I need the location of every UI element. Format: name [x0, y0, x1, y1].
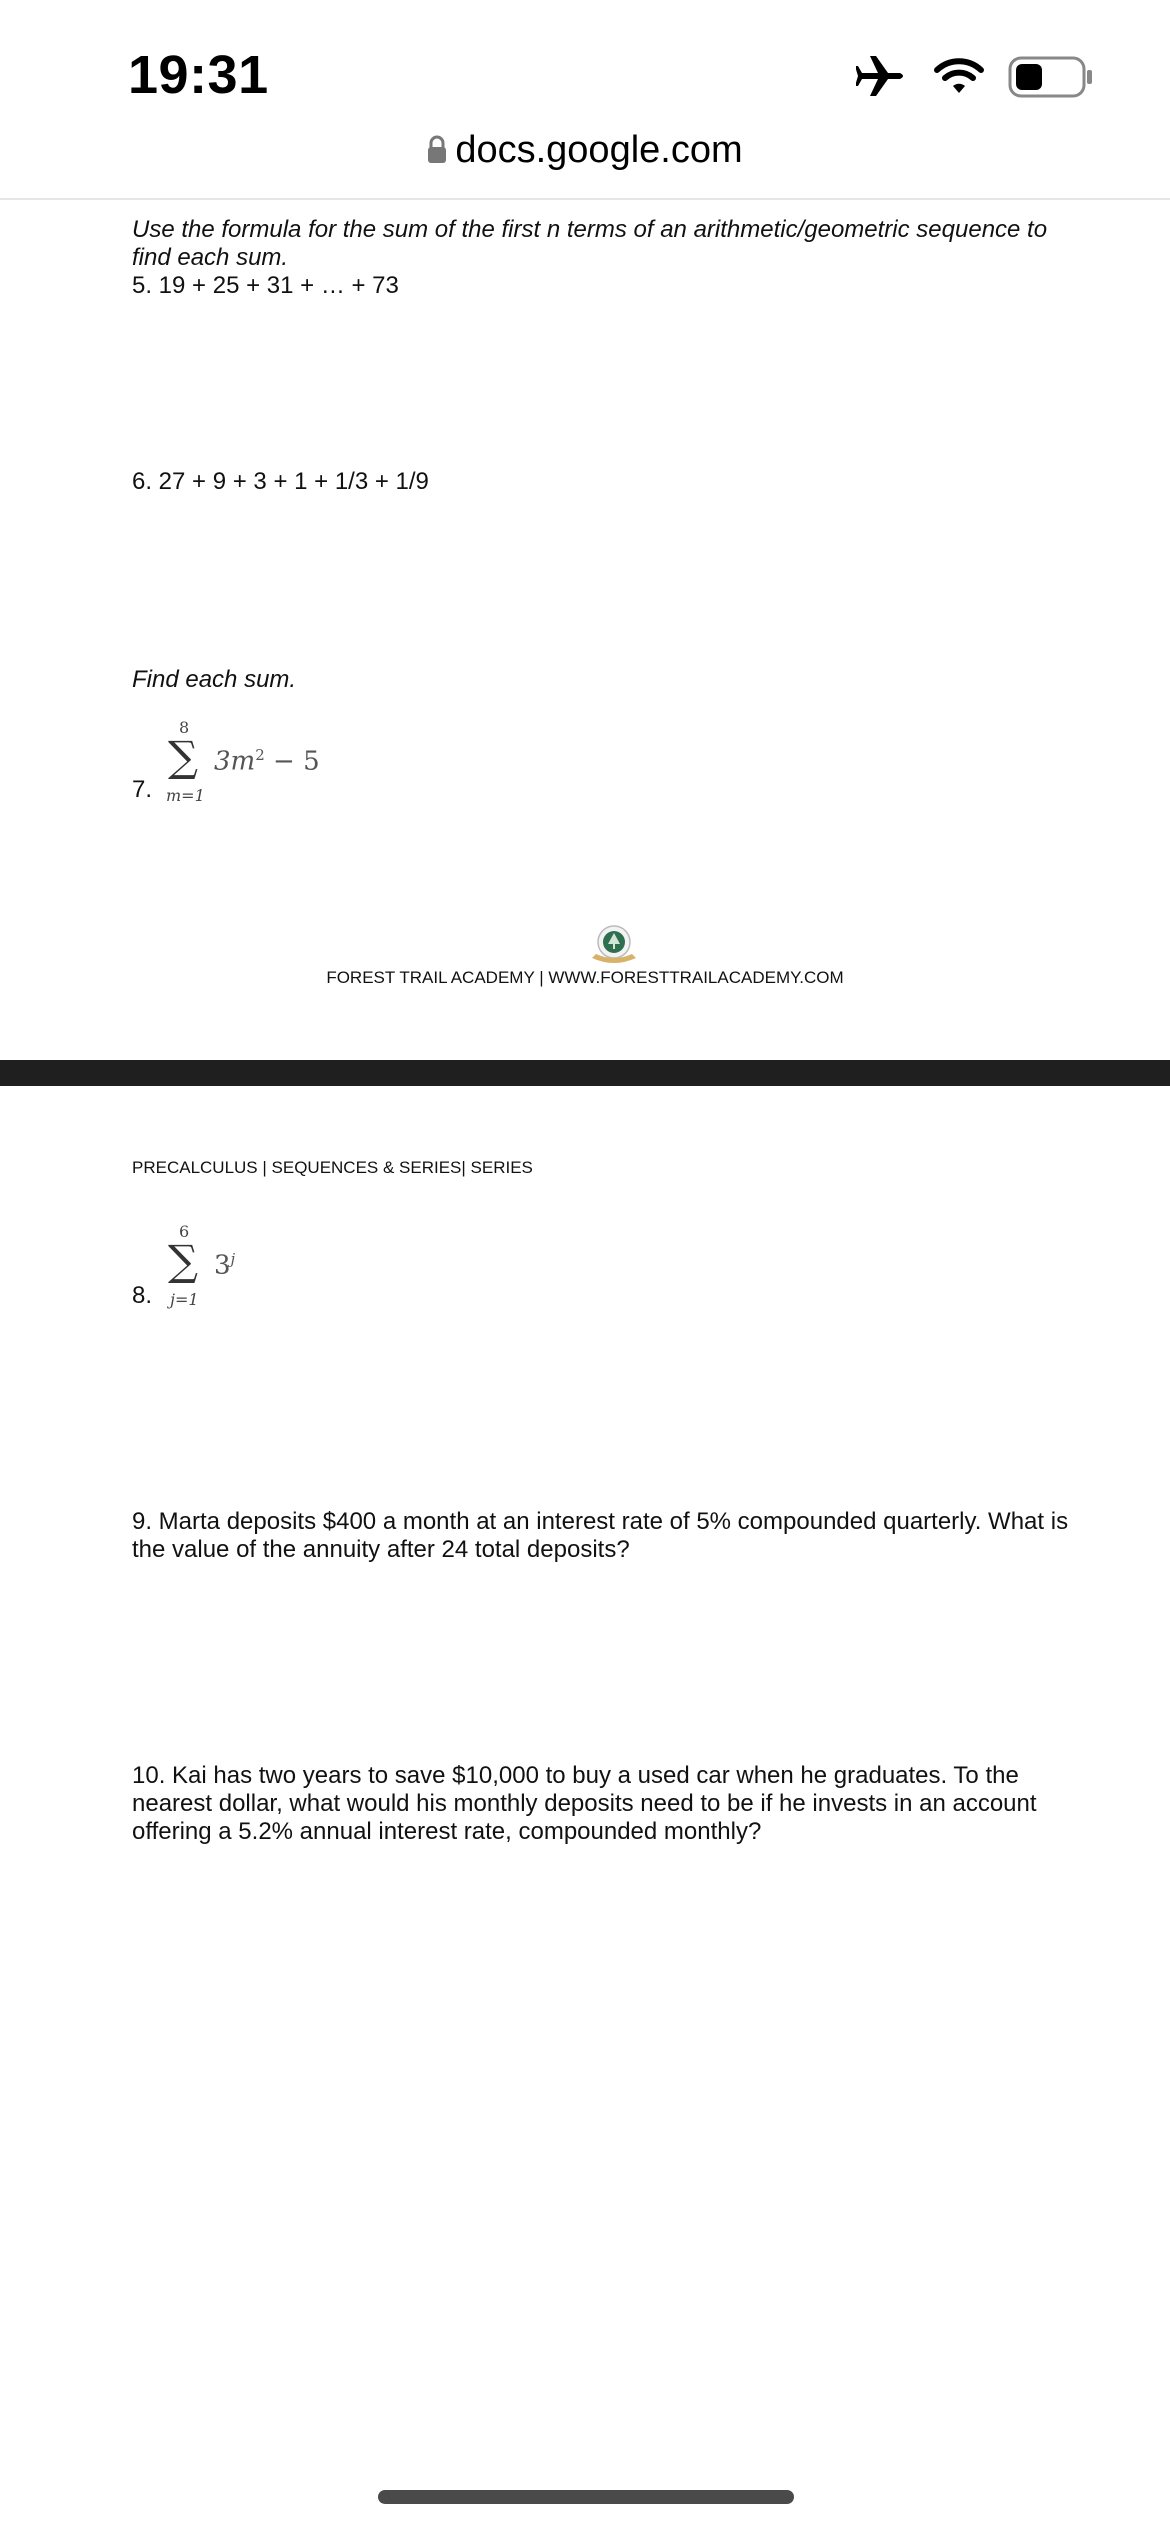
sigma-upper-limit: 6	[179, 1222, 190, 1241]
question-5: 5. 19 + 25 + 31 + … + 73	[132, 272, 399, 299]
sigma-exponent: j	[230, 1250, 236, 1268]
find-each-sum-text: Find each sum.	[132, 666, 297, 693]
sigma-rest: − 5	[264, 746, 320, 777]
sigma-term: 3	[214, 1250, 231, 1281]
question-9: 9. Marta deposits $400 a month at an interest rate of 5% compounded quarterly. What is the value of the annuity after 24 total deposits?	[132, 1508, 1069, 1563]
status-time: 19:31	[128, 45, 269, 105]
sigma-lower-limit: m=1	[166, 786, 205, 805]
sigma-exponent: 2	[255, 746, 265, 764]
sigma-lower-limit: j=1	[170, 1290, 199, 1309]
question-number: 7.	[132, 776, 153, 803]
question-7	[132, 716, 352, 816]
battery-icon	[1008, 56, 1094, 98]
home-indicator[interactable]	[378, 2490, 794, 2504]
airplane-icon	[856, 52, 908, 100]
footer-text: FOREST TRAIL ACADEMY | WWW.FORESTTRAILACADEMY.COM	[326, 968, 844, 987]
page-break	[0, 1060, 1170, 1086]
address-bar-divider	[0, 198, 1170, 200]
sigma-upper-limit: 8	[179, 718, 190, 737]
sigma-expression	[214, 746, 320, 777]
question-10: 10. Kai has two years to save $10,000 to buy a used car when he graduates. To the nearest dollar, what would his monthly deposits need to be if he invests in an account offering a 5.2% annual interest rate, compounded monthly?	[132, 1762, 1037, 1845]
page-header: PRECALCULUS | SEQUENCES & SERIES| SERIES	[132, 1158, 533, 1177]
address-bar[interactable]	[0, 126, 1170, 174]
sigma-term: 3m	[214, 746, 256, 777]
wifi-icon	[934, 56, 984, 96]
question-8	[132, 1220, 352, 1320]
sigma-symbol: ∑	[168, 732, 198, 781]
question-6: 6. 27 + 9 + 3 + 1 + 1/3 + 1/9	[132, 468, 429, 495]
instructions-text: Use the formula for the sum of the first n terms of an arithmetic/geometric sequence to find each sum.	[132, 216, 1048, 271]
lock-icon	[427, 135, 447, 165]
sigma-expression	[214, 1250, 235, 1281]
question-number: 8.	[132, 1282, 153, 1309]
url-text: docs.google.com	[455, 128, 743, 171]
academy-logo-icon	[588, 924, 640, 968]
sigma-symbol: ∑	[168, 1236, 198, 1285]
